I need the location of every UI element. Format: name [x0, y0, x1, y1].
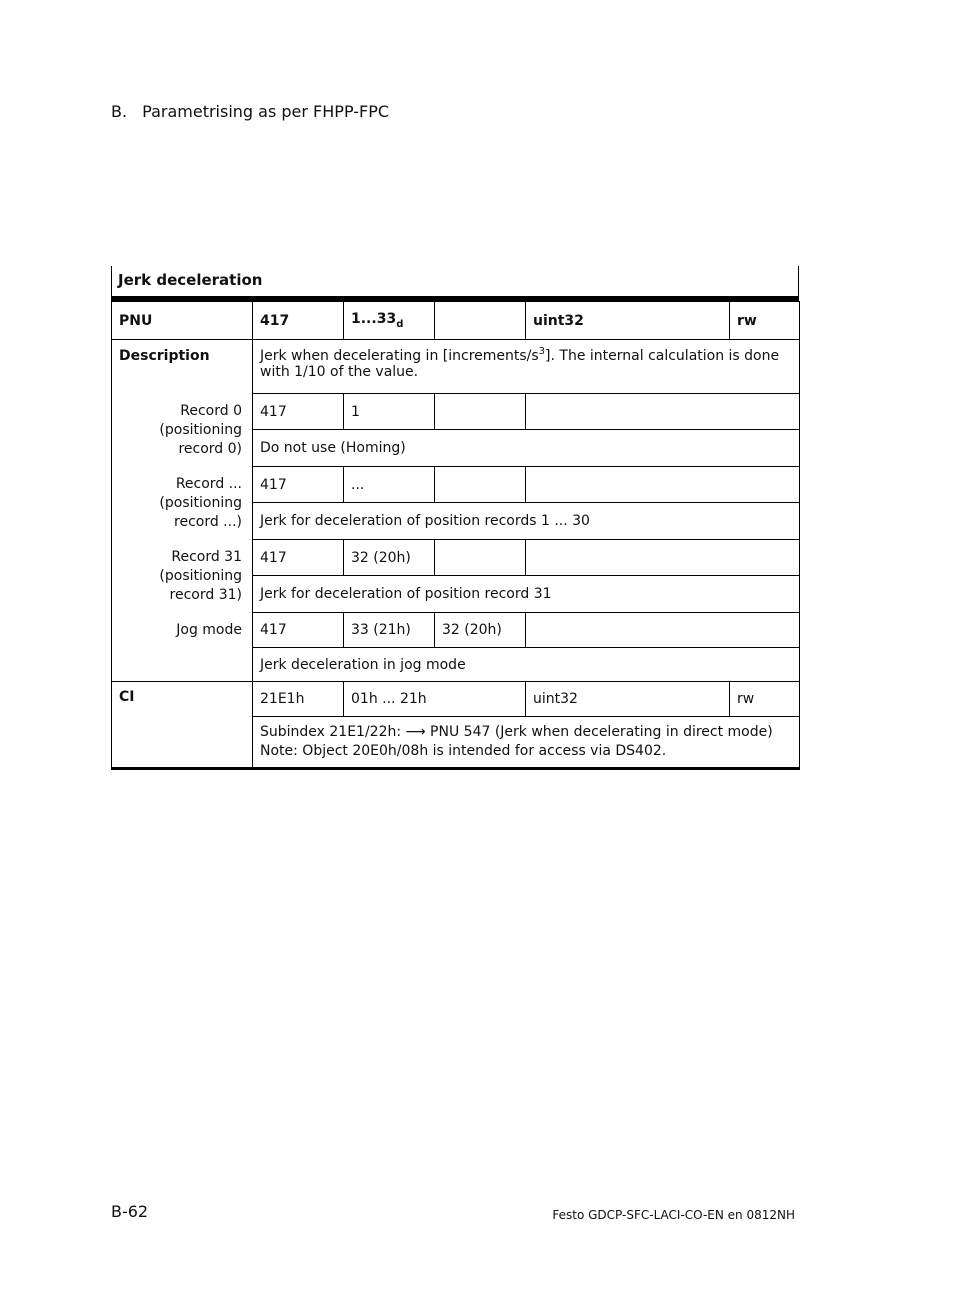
pnu-access: rw	[730, 302, 800, 340]
pnu-empty	[435, 302, 526, 340]
doc-info: Festo GDCP-SFC-LACI-CO-EN en 0812NH	[552, 1208, 795, 1222]
pnu-type: uint32	[526, 302, 730, 340]
description-label-cell	[112, 340, 253, 682]
parameter-grid	[111, 301, 800, 770]
pnu-value: 417	[253, 302, 344, 340]
pnu-subindex	[344, 302, 435, 340]
jog-mode-row: 417 33 (21h) 32 (20h)	[112, 613, 800, 648]
ci-index: 21E1h	[253, 682, 344, 717]
record-0-label: Record 0 (positioning record 0)	[159, 403, 242, 457]
record-0-note-row: Do not use (Homing)	[112, 430, 800, 467]
parameter-table	[111, 266, 799, 770]
record-31-row: 417 32 (20h)	[112, 540, 800, 576]
table-title-row	[111, 266, 799, 301]
pnu-subindex-main: 1...33	[351, 311, 397, 327]
description-text: Jerk when decelerating in $[increments/s^3]$. The internal calculation is done with 1/10 of the value.	[253, 340, 800, 394]
description-row	[112, 340, 800, 394]
ci-access: rw	[730, 682, 800, 717]
jog-mode-label: Jog mode	[176, 622, 242, 638]
record-31-note-row: Jerk for deceleration of position record 31	[112, 576, 800, 613]
record-31-label: Record 31 (positioning record 31)	[159, 549, 242, 603]
ci-type: uint32	[526, 682, 730, 717]
ci-row	[112, 682, 800, 717]
jog-mode-note-row: Jerk deceleration in jog mode	[112, 648, 800, 682]
pnu-label: PNU	[112, 302, 253, 340]
section-header	[111, 102, 389, 121]
section-title: Parametrising as per FHPP-FPC	[142, 102, 390, 121]
record-mid-label: Record ... (positioning record ...)	[159, 476, 242, 530]
ci-label: CI	[112, 682, 253, 769]
ci-note: Subindex 21E1/22h: ⟶ PNU 547 (Jerk when decelerating in direct mode) Note: Object 20E0h/08h is intended for access via DS402.	[253, 717, 800, 769]
ci-subindex: 01h ... 21h	[344, 682, 526, 717]
record-mid-row: 417 ...	[112, 467, 800, 503]
description-label: Description	[119, 348, 210, 364]
record-0-row: 417 1	[112, 394, 800, 430]
page-number: B-62	[111, 1202, 149, 1221]
section-letter: B.	[111, 102, 128, 121]
table-title: Jerk deceleration	[118, 271, 263, 289]
pnu-row	[112, 302, 800, 340]
pnu-subindex-sub: d	[396, 319, 404, 330]
record-mid-note-row: Jerk for deceleration of position records 1 ... 30	[112, 503, 800, 540]
